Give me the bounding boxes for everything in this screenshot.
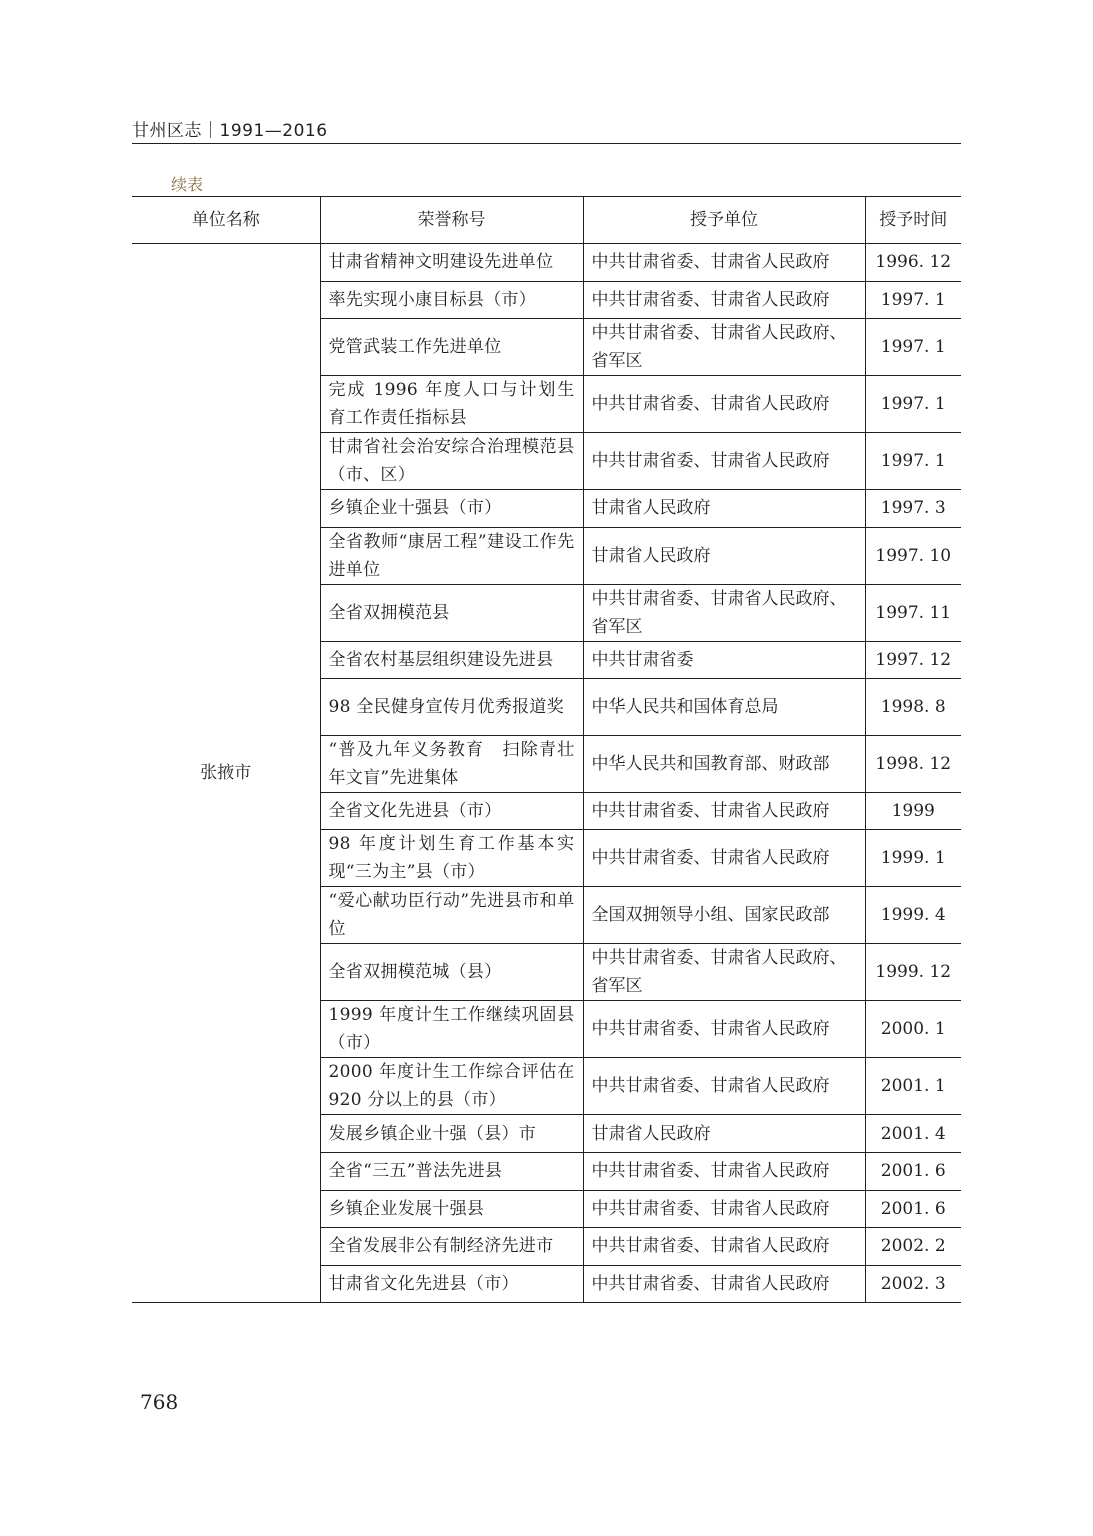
- honor-title: 全省“三五”普法先进县: [320, 1152, 583, 1190]
- award-date: 1999. 1: [865, 830, 961, 887]
- awarding-organization: 全国双拥领导小组、国家民政部: [583, 887, 865, 944]
- column-header-unit: 单位名称: [132, 197, 320, 244]
- honor-title: 乡镇企业十强县（市）: [320, 490, 583, 528]
- honor-title: 甘肃省文化先进县（市）: [320, 1265, 583, 1303]
- honor-title: 乡镇企业发展十强县: [320, 1190, 583, 1228]
- honor-title: 98 全民健身宣传月优秀报道奖: [320, 679, 583, 735]
- awarding-organization: 中共甘肃省委、甘肃省人民政府: [583, 792, 865, 830]
- column-header-honor: 荣誉称号: [320, 197, 583, 244]
- award-date: 1997. 3: [865, 490, 961, 528]
- award-date: 2001. 6: [865, 1152, 961, 1190]
- awarding-organization: 中共甘肃省委、甘肃省人民政府、省军区: [583, 319, 865, 376]
- awarding-organization: 甘肃省人民政府: [583, 1115, 865, 1153]
- award-date: 2000. 1: [865, 1001, 961, 1058]
- award-date: 2002. 2: [865, 1228, 961, 1266]
- award-date: 1999. 12: [865, 944, 961, 1001]
- honor-title: 甘肃省社会治安综合治理模范县（市、区）: [320, 433, 583, 490]
- honor-title: 完成 1996 年度人口与计划生育工作责任指标县: [320, 376, 583, 433]
- honor-title: 发展乡镇企业十强（县）市: [320, 1115, 583, 1153]
- award-date: 2001. 4: [865, 1115, 961, 1153]
- page-number: 768: [140, 1390, 179, 1414]
- running-head: [132, 121, 961, 144]
- awarding-organization: 中共甘肃省委、甘肃省人民政府: [583, 830, 865, 887]
- awarding-organization: 中华人民共和国教育部、财政部: [583, 735, 865, 792]
- honors-table: [132, 196, 961, 1303]
- award-date: 1997. 1: [865, 281, 961, 319]
- award-date: 1999: [865, 792, 961, 830]
- awarding-organization: 中共甘肃省委、甘肃省人民政府、省军区: [583, 944, 865, 1001]
- awarding-organization: 中共甘肃省委、甘肃省人民政府: [583, 433, 865, 490]
- award-date: 1997. 1: [865, 433, 961, 490]
- award-date: 1999. 4: [865, 887, 961, 944]
- honor-title: “普及九年义务教育 扫除青壮年文盲”先进集体: [320, 735, 583, 792]
- award-date: 2002. 3: [865, 1265, 961, 1303]
- awarding-organization: 甘肃省人民政府: [583, 527, 865, 584]
- honor-title: 98 年度计划生育工作基本实现“三为主”县（市）: [320, 830, 583, 887]
- table-header-row: [132, 197, 961, 244]
- honor-title: 全省教师“康居工程”建设工作先进单位: [320, 527, 583, 584]
- honor-title: 全省文化先进县（市）: [320, 792, 583, 830]
- awarding-organization: 中共甘肃省委: [583, 641, 865, 679]
- award-date: 1997. 12: [865, 641, 961, 679]
- table-continued-label: 续表: [171, 175, 204, 194]
- awarding-organization: 中共甘肃省委、甘肃省人民政府: [583, 244, 865, 282]
- honor-title: “爱心献功臣行动”先进县市和单位: [320, 887, 583, 944]
- honor-title: 党管武装工作先进单位: [320, 319, 583, 376]
- table-row: [132, 244, 961, 282]
- honor-title: 甘肃省精神文明建设先进单位: [320, 244, 583, 282]
- column-header-date: 授予时间: [865, 197, 961, 244]
- award-date: 2001. 6: [865, 1190, 961, 1228]
- awarding-organization: 中共甘肃省委、甘肃省人民政府、省军区: [583, 584, 865, 641]
- award-date: 2001. 1: [865, 1058, 961, 1115]
- award-date: 1998. 8: [865, 679, 961, 735]
- honor-title: 1999 年度计生工作继续巩固县（市）: [320, 1001, 583, 1058]
- table-body: [132, 244, 961, 1303]
- column-header-org: 授予单位: [583, 197, 865, 244]
- honor-title: 2000 年度计生工作综合评估在 920 分以上的县（市）: [320, 1058, 583, 1115]
- honor-title: 全省农村基层组织建设先进县: [320, 641, 583, 679]
- awarding-organization: 中华人民共和国体育总局: [583, 679, 865, 735]
- award-date: 1997. 1: [865, 319, 961, 376]
- running-title: 甘州区志｜1991—2016: [132, 121, 328, 141]
- awarding-organization: 中共甘肃省委、甘肃省人民政府: [583, 1190, 865, 1228]
- honor-title: 全省发展非公有制经济先进市: [320, 1228, 583, 1266]
- awarding-organization: 甘肃省人民政府: [583, 490, 865, 528]
- honor-title: 全省双拥模范县: [320, 584, 583, 641]
- honor-title: 全省双拥模范城（县）: [320, 944, 583, 1001]
- awarding-organization: 中共甘肃省委、甘肃省人民政府: [583, 1265, 865, 1303]
- awarding-organization: 中共甘肃省委、甘肃省人民政府: [583, 1001, 865, 1058]
- awarding-organization: 中共甘肃省委、甘肃省人民政府: [583, 376, 865, 433]
- awarding-organization: 中共甘肃省委、甘肃省人民政府: [583, 281, 865, 319]
- honor-title: 率先实现小康目标县（市）: [320, 281, 583, 319]
- awarding-organization: 中共甘肃省委、甘肃省人民政府: [583, 1228, 865, 1266]
- awarding-organization: 中共甘肃省委、甘肃省人民政府: [583, 1058, 865, 1115]
- awarding-organization: 中共甘肃省委、甘肃省人民政府: [583, 1152, 865, 1190]
- award-date: 1998. 12: [865, 735, 961, 792]
- award-date: 1997. 10: [865, 527, 961, 584]
- unit-name-cell: 张掖市: [132, 244, 320, 1303]
- award-date: 1997. 11: [865, 584, 961, 641]
- award-date: 1997. 1: [865, 376, 961, 433]
- award-date: 1996. 12: [865, 244, 961, 282]
